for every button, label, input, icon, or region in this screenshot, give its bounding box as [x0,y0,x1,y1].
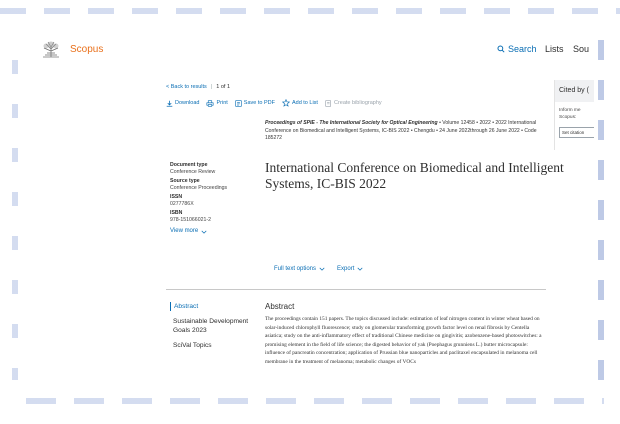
print-label: Print [216,100,228,106]
abstract-body: The proceedings contain 151 papers. The topics discussed include: estimation of leaf nitrogen content in winter wheat based on solar-induced chlorophyll fluorescence; study on glomerular transforming growth factor level on renal fibrosis by Centella asiatica; study on the anti-inflammatory effect of traditional Chinese medicine on gingivitis; azobenzene-based photoswitches: a promising element in the field of life science; the digested behavior of yak (Poephagus grunniens L.) butter microcapsule: influence of pancreatin concentration; application of Prussian blue nanoparticles and paclitaxel encapsulated in melanoma cell membrane in the treatment of melanoma; metabolic changes of VOCs [265,316,542,365]
document-metadata [170,162,260,235]
decorative-frame-left [12,60,18,380]
chevron-down-icon [319,267,325,271]
cited-by-heading: Cited by ( [555,80,594,102]
back-to-results-link[interactable]: < Back to results [166,84,207,90]
document-toolbar [166,99,382,107]
isbn-value: 978-151066021-2 [170,217,211,223]
download-label: Download [175,100,200,106]
decorative-frame-right [598,40,604,400]
full-text-options-label: Full text options [274,266,317,272]
export-button[interactable] [337,266,363,272]
printer-icon [206,100,214,107]
section-nav-abstract[interactable]: Abstract [170,302,260,311]
doctype-label: Document type [170,162,208,168]
cited-by-text-line2: Scopus: [559,115,577,120]
abstract-heading: Abstract [265,302,295,311]
nav-lists-link[interactable]: Lists [545,44,564,54]
decorative-frame-bottom [26,398,604,404]
download-icon [166,100,173,107]
print-button[interactable] [206,100,227,107]
cited-by-text-line1: Inform me [559,108,581,113]
add-to-list-label: Add to List [291,100,318,106]
source-citation [265,120,545,143]
export-label: Export [337,266,355,272]
download-button[interactable] [166,100,199,107]
nav-sources-link[interactable]: Sou [573,44,590,54]
back-navigation [166,84,230,90]
nav-search-link[interactable] [497,44,537,54]
source-title-link[interactable]: Proceedings of SPIE - The International Society for Optical Engineering [265,120,438,126]
issn-value: 0277786X [170,201,194,207]
add-to-list-button[interactable] [282,99,318,107]
full-text-options-button[interactable] [274,266,325,272]
scopus-logo[interactable] [40,40,103,58]
brand-name: Scopus [70,43,104,55]
sourcetype-value: Conference Proceedings [170,185,228,191]
chevron-down-icon [201,230,207,234]
section-divider [166,289,546,290]
view-more-label: View more [170,228,199,234]
doctype-value: Conference Review [170,169,216,175]
star-icon [282,99,290,107]
pdf-icon [235,100,242,107]
set-citation-alert-button[interactable]: Set citation [559,127,594,138]
separator: | [210,84,213,90]
isbn-label: ISBN [170,210,183,216]
search-icon [497,45,505,53]
cited-by-card [554,80,594,150]
citation-details: • Volume 12458 • 2022 • 2022 International Conference on Biomedical and Intelligent Systems, IC-BIS 2022 • Chengdu • 24 June 2022through 26 June 2022 • Code 185272 [265,120,537,142]
decorative-frame-top [0,8,620,14]
cited-by-description [555,102,594,121]
section-nav-sdg[interactable]: Sustainable Development Goals 2023 [173,318,249,334]
nav-search-label: Search [508,44,537,54]
document-actions [274,266,363,272]
create-bibliography-button[interactable] [325,100,382,107]
result-pager: 1 of 1 [216,84,231,90]
view-more-button[interactable] [170,228,260,235]
section-nav [170,302,260,356]
issn-label: ISSN [170,194,183,200]
save-to-pdf-button[interactable] [235,100,275,107]
chevron-down-icon [357,267,363,271]
bibliography-icon [325,100,332,107]
document-title: International Conference on Biomedical and Intelligent Systems, IC-BIS 2022 [265,160,564,191]
create-bibliography-label: Create bibliography [333,100,382,106]
elsevier-tree-icon [40,40,62,58]
sourcetype-label: Source type [170,178,200,184]
section-nav-scival-topics[interactable]: SciVal Topics [173,342,212,349]
save-to-pdf-label: Save to PDF [243,100,275,106]
